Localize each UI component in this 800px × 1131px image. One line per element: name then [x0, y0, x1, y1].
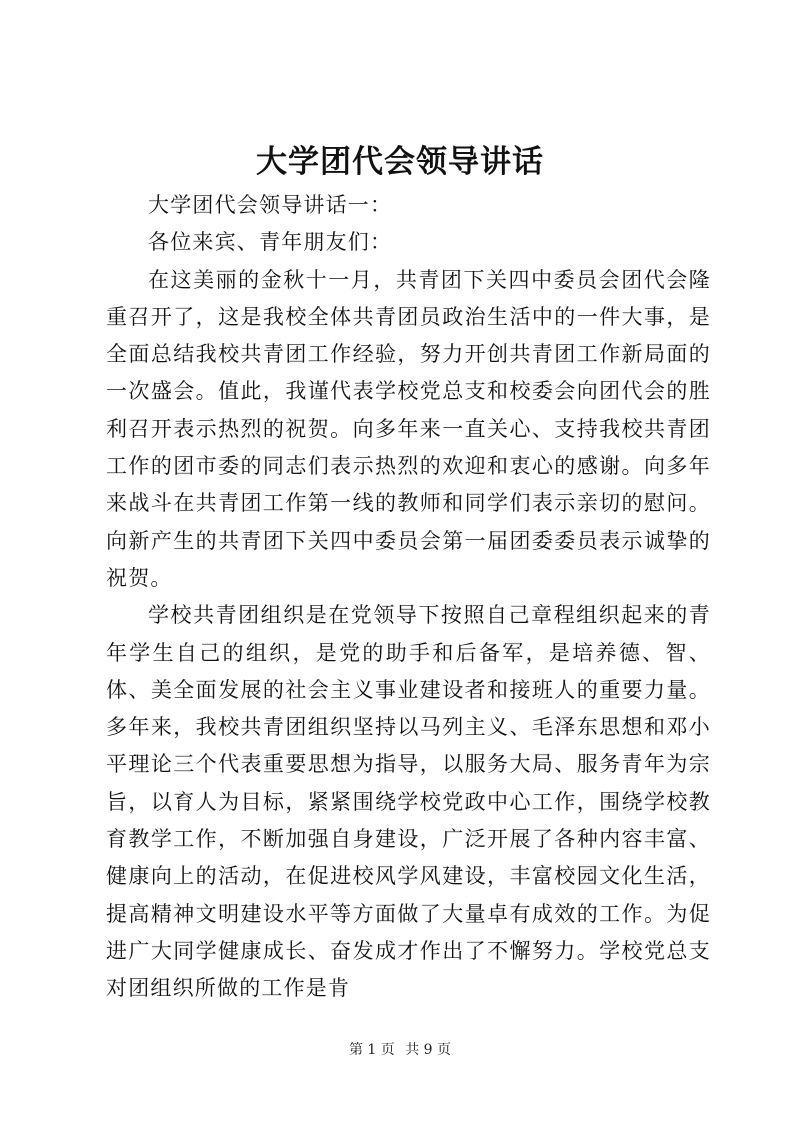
- page-total: 共 9 页: [405, 1042, 452, 1058]
- document-body: [106, 187, 711, 1008]
- page-footer: [0, 1040, 800, 1060]
- paragraph-salutation: 各位来宾、青年朋友们：: [148, 230, 393, 255]
- document-title: 大学团代会领导讲话: [256, 144, 544, 180]
- page-number: 第 1 页: [348, 1042, 395, 1058]
- paragraph-heading: 大学团代会领导讲话一：: [148, 193, 393, 217]
- paragraph-body: 学校共青团组织是在党领导下按照自己章程组织起来的青年学生自己的组织，是党的助手和后备军，是培养德、智、体、美全面发展的社会主义事业建设者和接班人的重要力量。多年来，我校共青团组织坚持以马列主义、毛泽东思想和邓小平理论三个代表重要思想为指导，以服务大局、服务青年为宗旨，以育人为目标，紧紧围绕学校党政中心工作，围绕学校教育教学工作，不断加强自身建设，广泛开展了各种内容丰富、健康向上的活动，在促进校风学风建设，丰富校园文化生活，提高精神文明建设水平等方面做了大量卓有成效的工作。为促进广大同学健康成长、奋发成才作出了不懈努力。学校党总支对团组织所做的工作是肯: [106, 603, 711, 1001]
- paragraph-opening: 在这美丽的金秋十一月，共青团下关四中委员会团代会隆重召开了，这是我校全体共青团员政治生活中的一件大事，是全面总结我校共青团工作经验，努力开创共青团工作新局面的一次盛会。值此，我谨代表学校党总支和校委会向团代会的胜利召开表示热烈的祝贺。向多年来一直关心、支持我校共青团工作的团市委的同志们表示热烈的欢迎和衷心的感谢。向多年来战斗在共青团工作第一线的教师和同学们表示亲切的慰问。向新产生的共青团下关四中委员会第一届团委委员表示诚挚的祝贺。: [106, 267, 711, 590]
